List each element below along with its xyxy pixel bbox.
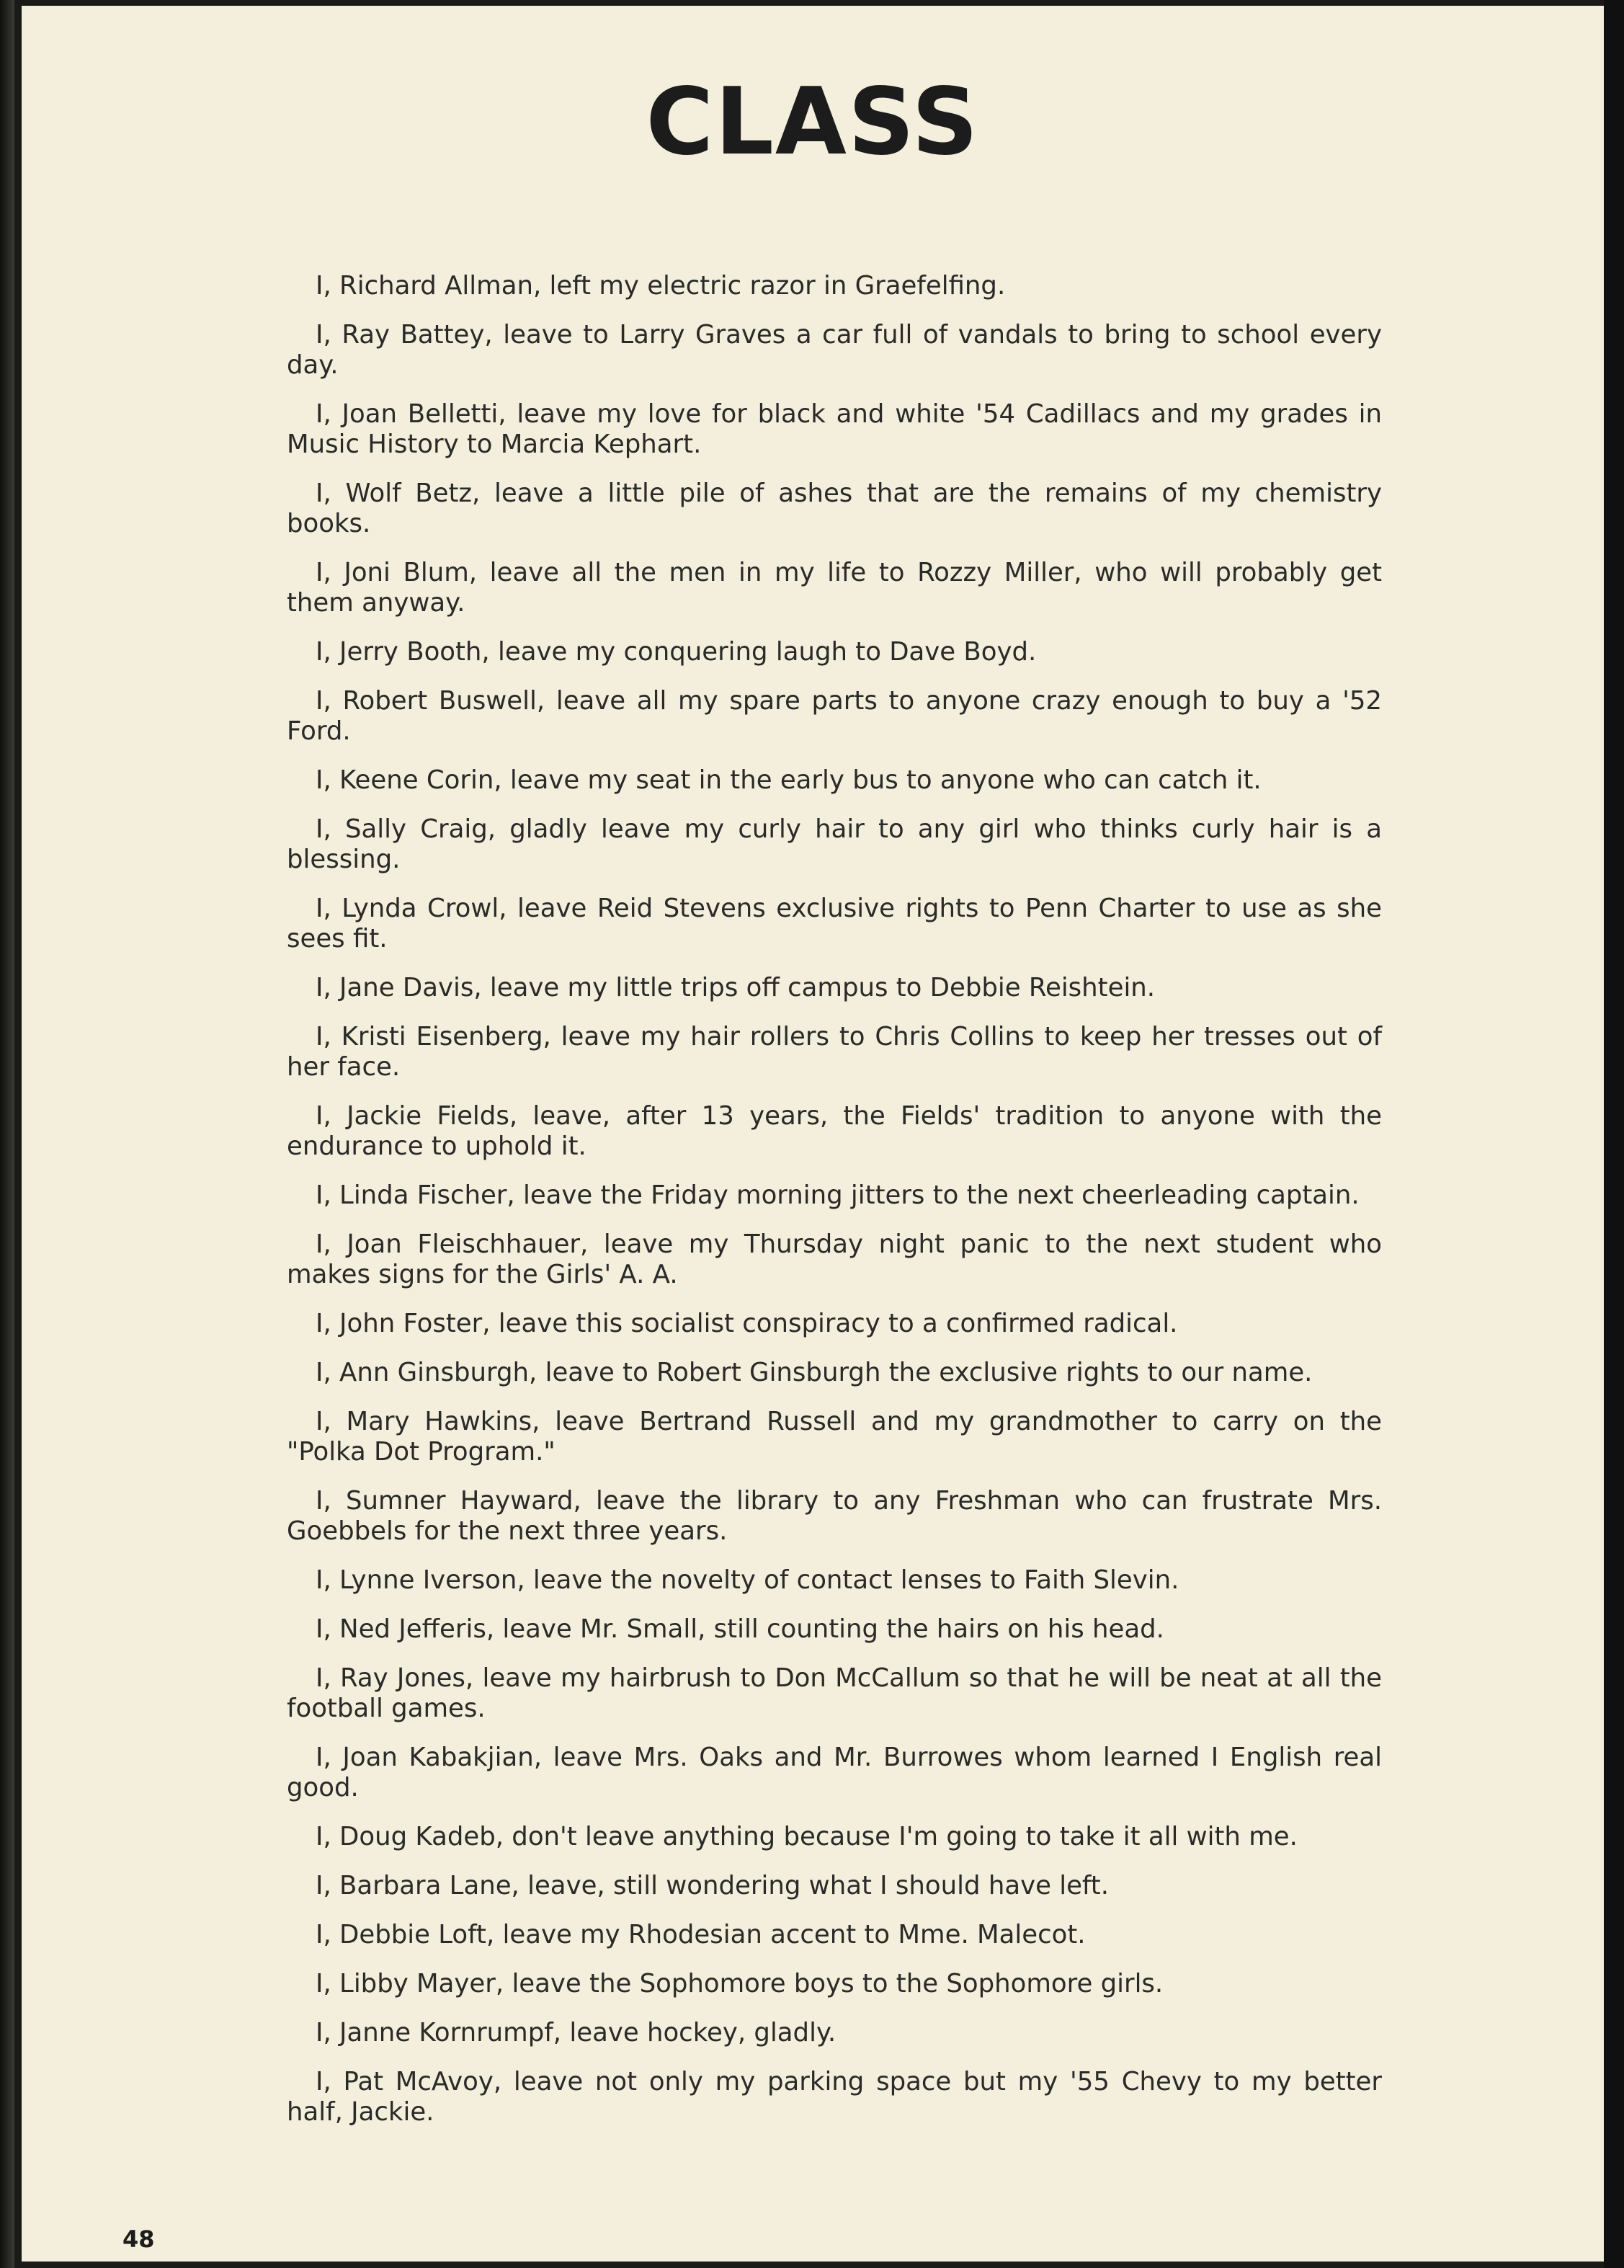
will-entry: I, Doug Kadeb, don't leave anything because I'm going to take it all with me. [316,1822,1298,1851]
will-entry: I, Mary Hawkins, leave Bertrand Russell and my grandmother to carry on the "Polka Dot Program." [287,1407,1382,1467]
will-entry: I, Barbara Lane, leave, still wondering what I should have left. [316,1871,1109,1900]
page-title: CLASS [646,68,980,176]
will-entry: I, Ray Battey, leave to Larry Graves a car full of vandals to bring to school every day. [287,320,1382,380]
will-entry: I, Sally Craig, gladly leave my curly hair to any girl who thinks curly hair is a blessing. [287,814,1382,874]
will-entry: I, Keene Corin, leave my seat in the early bus to anyone who can catch it. [316,765,1262,795]
will-entry: I, Debbie Loft, leave my Rhodesian accent to Mme. Malecot. [316,1920,1086,1949]
will-entry: I, Joni Blum, leave all the men in my life to Rozzy Miller, who will probably get them anyway. [287,558,1382,618]
page-number: 48 [122,2225,155,2253]
will-entry: I, Kristi Eisenberg, leave my hair rollers to Chris Collins to keep her tresses out of her face. [287,1022,1382,1082]
will-entry: I, Joan Belletti, leave my love for black and white '54 Cadillacs and my grades in Music History to Marcia Kephart. [287,399,1382,459]
page-edge-left [0,0,14,2268]
will-entry: I, Lynda Crowl, leave Reid Stevens exclusive rights to Penn Charter to use as she sees fit. [287,894,1382,953]
will-entry: I, Robert Buswell, leave all my spare parts to anyone crazy enough to buy a '52 Ford. [287,686,1382,746]
will-entry: I, Libby Mayer, leave the Sophomore boys to the Sophomore girls. [316,1969,1164,1998]
will-entry: I, Lynne Iverson, leave the novelty of contact lenses to Faith Slevin. [316,1565,1179,1595]
class-will-list [287,271,1382,2146]
will-entry: I, Ann Ginsburgh, leave to Robert Ginsburgh the exclusive rights to our name. [316,1358,1313,1387]
will-entry: I, Sumner Hayward, leave the library to any Freshman who can frustrate Mrs. Goebbels for the next three years. [287,1486,1382,1546]
will-entry: I, Ray Jones, leave my hairbrush to Don McCallum so that he will be neat at all the football games. [287,1663,1382,1723]
will-entry: I, Linda Fischer, leave the Friday morning jitters to the next cheerleading captain. [316,1180,1360,1210]
will-entry: I, John Foster, leave this socialist conspiracy to a confirmed radical. [316,1309,1178,1338]
will-entry: I, Janne Kornrumpf, leave hockey, gladly. [316,2018,836,2047]
will-entry: I, Jerry Booth, leave my conquering laugh to Dave Boyd. [316,637,1037,667]
will-entry: I, Ned Jefferis, leave Mr. Small, still counting the hairs on his head. [316,1614,1164,1644]
yearbook-page [22,6,1604,2262]
will-entry: I, Joan Kabakjian, leave Mrs. Oaks and Mr. Burrowes whom learned I English real good. [287,1743,1382,1802]
will-entry: I, Joan Fleischhauer, leave my Thursday night panic to the next student who makes signs for the Girls' A. A. [287,1229,1382,1289]
will-entry: I, Wolf Betz, leave a little pile of ashes that are the remains of my chemistry books. [287,479,1382,538]
page-edge-right [1604,0,1624,2268]
will-entry: I, Jackie Fields, leave, after 13 years, the Fields' tradition to anyone with the endurance to uphold it. [287,1101,1382,1161]
will-entry: I, Richard Allman, left my electric razor in Graefelfing. [316,271,1006,301]
will-entry: I, Pat McAvoy, leave not only my parking space but my '55 Chevy to my better half, Jackie. [287,2067,1382,2127]
will-entry: I, Jane Davis, leave my little trips off campus to Debbie Reishtein. [316,973,1156,1002]
